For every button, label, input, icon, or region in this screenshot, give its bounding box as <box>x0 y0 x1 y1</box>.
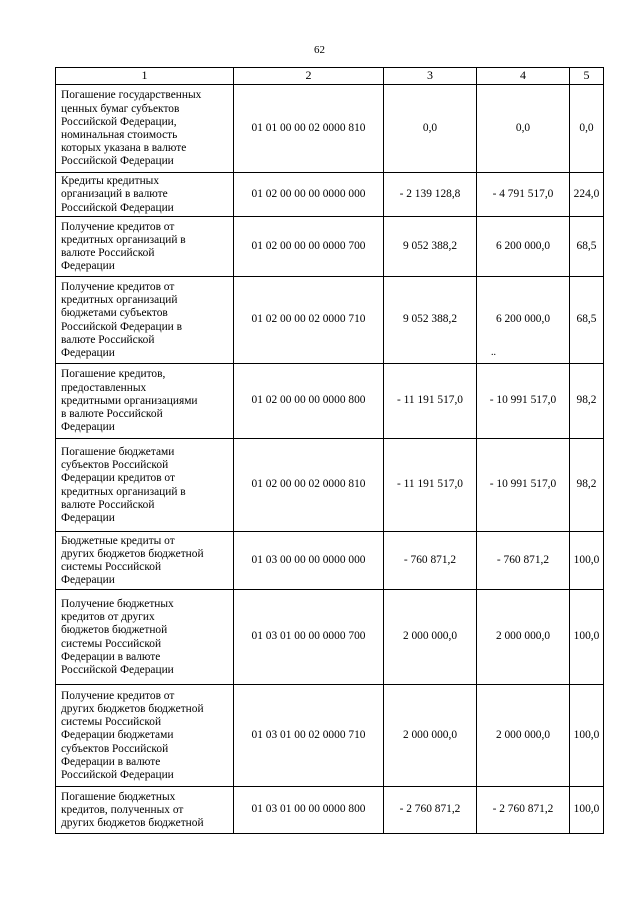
description-line: Федерации <box>61 346 115 359</box>
row-description <box>56 787 234 834</box>
budget-classification-code: 01 02 00 00 00 0000 000 <box>234 173 384 217</box>
budget-classification-code: 01 03 01 00 02 0000 710 <box>234 685 384 787</box>
scan-mark: .. <box>491 347 496 358</box>
description-line: Погашение бюджетных <box>61 790 176 803</box>
percent-column-5: 100,0 <box>570 685 604 787</box>
table-row <box>56 277 604 364</box>
row-description <box>56 277 234 364</box>
description-line: Российской Федерации <box>61 155 174 168</box>
description-line: предоставленных <box>61 381 147 394</box>
description-line: Погашение кредитов, <box>61 368 166 381</box>
amount-column-3: 9 052 388,2 <box>384 277 477 364</box>
amount-column-4: - 4 791 517,0 <box>477 173 570 217</box>
description-line: Погашение государственных <box>61 89 202 102</box>
table-row <box>56 364 604 439</box>
budget-classification-code: 01 03 01 00 00 0000 800 <box>234 787 384 834</box>
description-line: Получение кредитов от <box>61 280 175 293</box>
description-line: Получение бюджетных <box>61 597 174 610</box>
description-line: кредитов от других <box>61 611 155 624</box>
description-line: Российской Федерации, <box>61 115 177 128</box>
table-row <box>56 439 604 532</box>
amount-column-4: - 10 991 517,0 <box>477 439 570 532</box>
amount-column-4: - 760 871,2 <box>477 532 570 590</box>
budget-classification-code: 01 02 00 00 02 0000 810 <box>234 439 384 532</box>
percent-column-5: 100,0 <box>570 787 604 834</box>
amount-column-3: - 760 871,2 <box>384 532 477 590</box>
description-line: валюте Российской <box>61 333 155 346</box>
description-line: ценных бумаг субъектов <box>61 102 180 115</box>
amount-column-3: - 11 191 517,0 <box>384 439 477 532</box>
description-line: кредитных организаций <box>61 294 178 307</box>
row-description <box>56 590 234 685</box>
amount-column-3: 2 000 000,0 <box>384 590 477 685</box>
description-line: в валюте Российской <box>61 408 163 421</box>
table-row <box>56 685 604 787</box>
row-description <box>56 439 234 532</box>
description-line: Российской Федерации <box>61 769 174 781</box>
percent-column-5: 224,0 <box>570 173 604 217</box>
amount-column-4: 6 200 000,0 <box>477 217 570 277</box>
budget-classification-code: 01 02 00 00 02 0000 710 <box>234 277 384 364</box>
amount-column-3: - 11 191 517,0 <box>384 364 477 439</box>
percent-column-5: 68,5 <box>570 277 604 364</box>
description-line: которых указана в валюте <box>61 142 187 155</box>
description-line: других бюджетов бюджетной <box>61 702 204 715</box>
description-line: Федерации в валюте <box>61 650 161 663</box>
description-line: кредитов, полученных от <box>61 803 184 816</box>
description-line: Федерации <box>61 260 115 273</box>
amount-column-3: - 2 139 128,8 <box>384 173 477 217</box>
amount-column-3: 2 000 000,0 <box>384 685 477 787</box>
amount-column-4: - 10 991 517,0 <box>477 364 570 439</box>
table-row <box>56 787 604 834</box>
description-line: субъектов Российской <box>61 742 169 755</box>
description-line: организаций в валюте <box>61 188 168 201</box>
description-line: Федерации кредитов от <box>61 472 175 485</box>
column-header-5: 5 <box>570 68 604 85</box>
budget-classification-code: 01 03 00 00 00 0000 000 <box>234 532 384 590</box>
description-line: Федерации <box>61 574 115 587</box>
percent-column-5: 0,0 <box>570 85 604 173</box>
description-line: субъектов Российской <box>61 459 169 472</box>
description-line: Федерации <box>61 511 115 524</box>
column-header-2: 2 <box>234 68 384 85</box>
percent-column-5: 100,0 <box>570 532 604 590</box>
description-line: бюджетами субъектов <box>61 307 168 320</box>
description-line: Получение кредитов от <box>61 689 175 702</box>
column-header-1: 1 <box>56 68 234 85</box>
table-row <box>56 173 604 217</box>
row-description <box>56 173 234 217</box>
table-row <box>56 590 604 685</box>
description-line: валюте Российской <box>61 498 155 511</box>
percent-column-5: 98,2 <box>570 364 604 439</box>
column-header-3: 3 <box>384 68 477 85</box>
row-description <box>56 217 234 277</box>
budget-classification-code: 01 02 00 00 00 0000 800 <box>234 364 384 439</box>
amount-column-4: - 2 760 871,2 <box>477 787 570 834</box>
description-line: Российской Федерации в <box>61 320 183 333</box>
budget-classification-code: 01 03 01 00 00 0000 700 <box>234 590 384 685</box>
description-line: бюджетов бюджетной <box>61 624 168 637</box>
description-line: системы Российской <box>61 637 162 650</box>
description-line: кредитными организациями <box>61 394 198 407</box>
amount-column-3: 0,0 <box>384 85 477 173</box>
row-description <box>56 85 234 173</box>
description-line: Российской Федерации <box>61 663 174 676</box>
amount-column-4: 2 000 000,0 <box>477 590 570 685</box>
description-line: других бюджетов бюджетной <box>61 547 204 560</box>
amount-column-3: 9 052 388,2 <box>384 217 477 277</box>
description-line: номинальная стоимость <box>61 129 178 141</box>
column-number-header-row <box>56 68 604 85</box>
description-line: Федерации бюджетами <box>61 729 174 742</box>
description-line: кредитных организаций в <box>61 485 186 498</box>
description-line: Кредиты кредитных <box>61 175 160 188</box>
description-line: кредитных организаций в <box>61 233 186 246</box>
amount-column-3: - 2 760 871,2 <box>384 787 477 834</box>
row-description <box>56 364 234 439</box>
description-line: системы Российской <box>61 561 162 573</box>
percent-column-5: 100,0 <box>570 590 604 685</box>
description-line: системы Российской <box>61 716 162 729</box>
row-description <box>56 685 234 787</box>
description-line: валюте Российской <box>61 247 155 259</box>
description-line: Бюджетные кредиты от <box>61 534 175 547</box>
column-header-4: 4 <box>477 68 570 85</box>
table-row <box>56 532 604 590</box>
row-description <box>56 532 234 590</box>
percent-column-5: 68,5 <box>570 217 604 277</box>
budget-classification-code: 01 01 00 00 02 0000 810 <box>234 85 384 173</box>
description-line: Получение кредитов от <box>61 220 175 233</box>
description-line: Российской Федерации <box>61 201 174 214</box>
budget-classification-code: 01 02 00 00 00 0000 700 <box>234 217 384 277</box>
table-row <box>56 217 604 277</box>
budget-sources-table <box>55 67 604 834</box>
description-line: Федерации <box>61 421 115 434</box>
page-number: 62 <box>314 44 325 56</box>
amount-column-4: 0,0 <box>477 85 570 173</box>
amount-column-4: 6 200 000,0 <box>477 277 570 364</box>
amount-column-4: 2 000 000,0 <box>477 685 570 787</box>
percent-column-5: 98,2 <box>570 439 604 532</box>
description-line: Погашение бюджетами <box>61 445 175 458</box>
table-row <box>56 85 604 173</box>
description-line: других бюджетов бюджетной <box>61 817 204 830</box>
description-line: Федерации в валюте <box>61 755 161 768</box>
